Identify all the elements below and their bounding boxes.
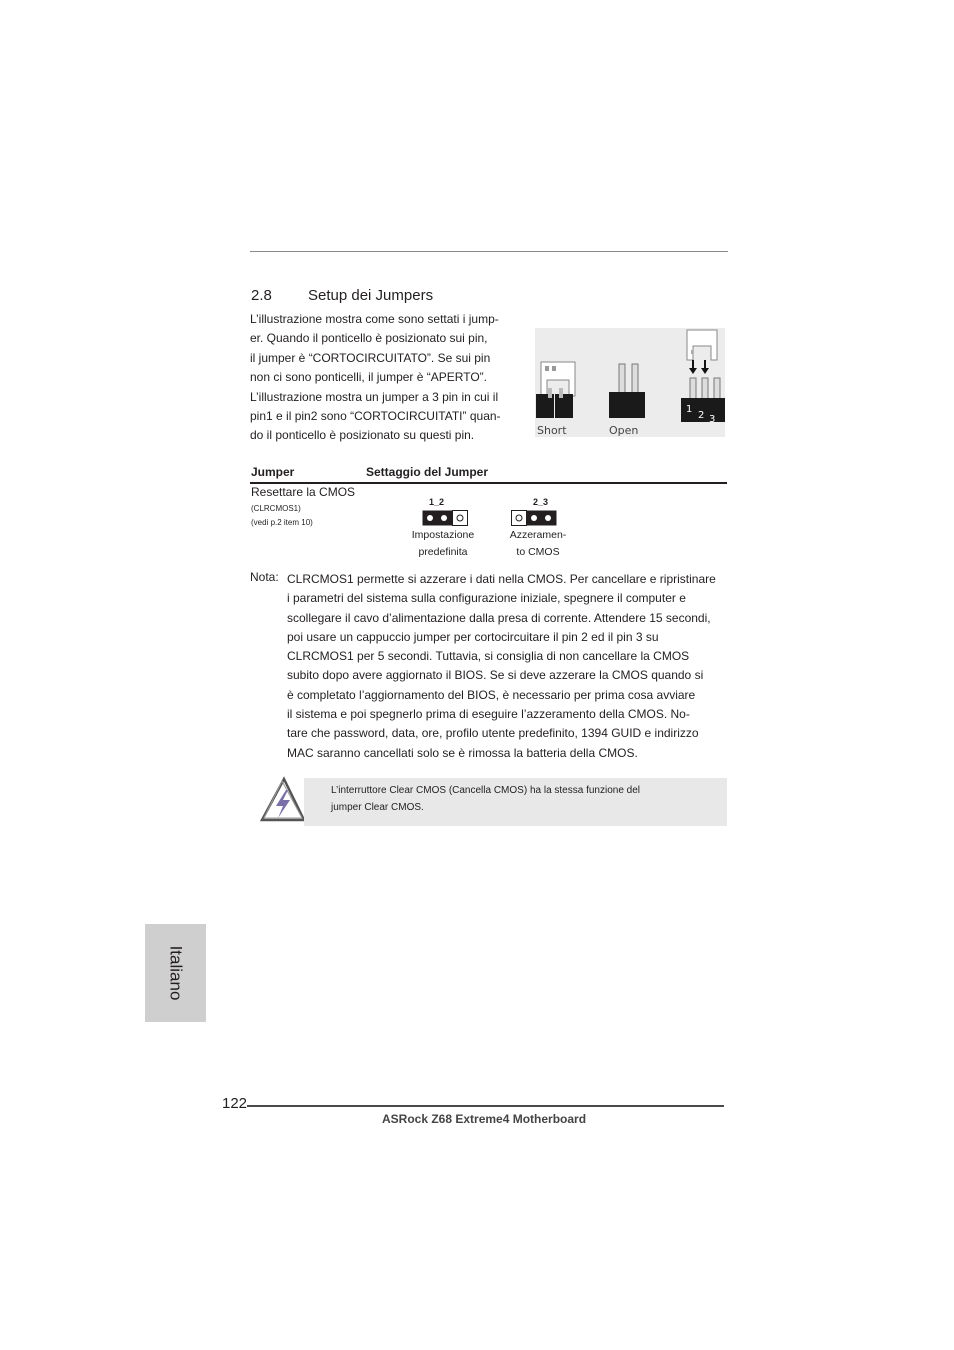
caption-line: to CMOS	[516, 545, 560, 558]
pin-number: 1	[686, 404, 693, 415]
nota-line: i parametri del sistema sulla configurazione iniziale, spegnere il computer e	[287, 591, 686, 606]
caption-line: Impostazione	[411, 529, 475, 541]
intro-line: il jumper è “CORTOCIRCUITATO”. Se sui pin	[250, 350, 491, 365]
option1-caption	[398, 527, 488, 560]
nota-line: scollegare il cavo d’alimentazione dalla presa di corrente. Attendere 15 secondi,	[287, 610, 711, 625]
short-jumper	[536, 362, 575, 418]
nota-line: tare che password, data, ore, profilo utente predefinito, 1394 GUID e indirizzo	[287, 726, 699, 741]
table-header-setting: Settaggio del Jumper	[366, 465, 489, 479]
nota-line: il sistema e poi spegnerlo prima di eseguire l’azzeramento della CMOS. No-	[287, 707, 690, 722]
footer-rule	[247, 1105, 724, 1107]
intro-line: do il ponticello è posizionato su questi pin.	[250, 428, 475, 443]
row-sublabel: (vedi p.2 item 10)	[251, 518, 313, 527]
intro-line: L’illustrazione mostra un jumper a 3 pin in cui il	[250, 389, 499, 404]
section-number: 2.8	[251, 287, 272, 304]
row-sublabel: (CLRCMOS1)	[251, 504, 301, 513]
nota-line: MAC saranno cancellati solo se è rimossa la batteria della CMOS.	[287, 745, 638, 760]
short-label: Short	[537, 424, 567, 437]
intro-line: L’illustrazione mostra come sono settati i jump-	[250, 312, 499, 326]
caution-text	[331, 782, 711, 816]
option1-pins-label: 1_2	[429, 497, 445, 507]
option2-pins-label: 2_3	[533, 497, 549, 507]
nota-line: CLRCMOS1 per 5 secondi. Tuttavia, si consiglia di non cancellare la CMOS	[287, 649, 690, 664]
jumper-illustration	[535, 328, 725, 437]
caption-line: predefinita	[418, 545, 468, 558]
caption-line: Azzeramen-	[509, 529, 567, 541]
jumper-diagram	[535, 328, 725, 437]
open-jumper	[609, 364, 645, 418]
section-title: Setup dei Jumpers	[308, 287, 434, 304]
caution-line: L’interruttore Clear CMOS (Cancella CMOS) ha la stessa funzione del	[331, 785, 641, 796]
nota-line: CLRCMOS1 permette si azzerare i dati nella CMOS. Per cancellare e ripristinare	[287, 572, 716, 586]
warning-triangle-icon	[258, 776, 306, 829]
caution-line: jumper Clear CMOS.	[331, 802, 424, 813]
top-rule	[250, 251, 728, 252]
pin-number: 2	[698, 410, 705, 421]
language-tab-label	[145, 924, 206, 1022]
nota-label: Nota:	[250, 570, 279, 584]
language-label-text: Italiano	[166, 945, 186, 1001]
page-number: 122	[222, 1095, 248, 1112]
intro-line: non ci sono ponticelli, il jumper è “APERTO”.	[250, 370, 487, 385]
nota-paragraph	[287, 570, 727, 763]
pin-number: 3	[709, 414, 716, 425]
footer-title: ASRock Z68 Extreme4 Motherboard	[382, 1112, 587, 1126]
nota-line: subito dopo avere aggiornato il BIOS. Se si deve azzerare la CMOS quando si	[287, 668, 704, 683]
intro-paragraph	[250, 310, 522, 446]
table-rule	[250, 482, 727, 484]
nota-line: poi usare un cappuccio jumper per cortocircuitare il pin 2 ed il pin 3 su	[287, 629, 659, 644]
option2-caption	[493, 527, 583, 560]
intro-line: pin1 e il pin2 sono “CORTOCIRCUITATI” quan-	[250, 409, 501, 424]
row-label: Resettare la CMOS	[251, 485, 356, 499]
table-header-jumper: Jumper	[251, 465, 295, 479]
intro-line: er. Quando il ponticello è posizionato sui pin,	[250, 331, 488, 346]
open-label: Open	[609, 424, 639, 437]
nota-line: è completato l’aggiornamento del BIOS, è necessario per prima cosa avviare	[287, 687, 696, 702]
